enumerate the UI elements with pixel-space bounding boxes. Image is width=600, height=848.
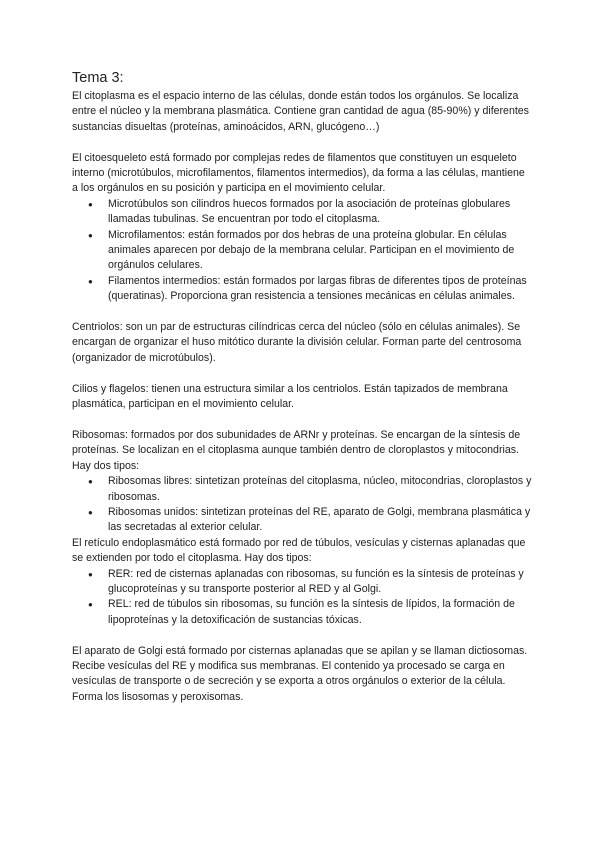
list-ribosomas	[72, 474, 532, 536]
paragraph-reticulo: El retículo endoplasmático está formado por red de túbulos, vesículas y cisternas aplanadas que se extienden por todo el citoplasma. Hay dos tipos:	[72, 536, 526, 565]
list-item: ● Microfilamentos: están formados por dos hebras de una proteína globular. En células animales aparecen por debajo de la membrana celular. Participan en el movimiento de orgánulos celulares.	[108, 228, 532, 274]
paragraph-cilios: Cilios y flagelos: tienen una estructura similar a los centriolos. Están tapizados de membrana plasmática, participan en el movimiento celular.	[72, 382, 508, 411]
list-item: ● Ribosomas libres: sintetizan proteínas del citoplasma, núcleo, mitocondrias, cloroplastos y ribosomas.	[108, 474, 532, 505]
list-item: ● RER: red de cisternas aplanadas con ribosomas, su función es la síntesis de proteínas y glucoproteínas y su transporte posterior al RED y al Golgi.	[108, 567, 532, 598]
list-item: ● Filamentos intermedios: están formados por largas fibras de diferentes tipos de proteínas (queratinas). Proporciona gran resistencia a tensiones mecánicas en células animales.	[108, 274, 532, 305]
paragraph-centriolos: Centriolos: son un par de estructuras cilíndricas cerca del núcleo (sólo en células animales). Se encargan de organizar el huso mitótico durante la división celular. Forman parte del centrosoma (organizador de microtúbulos).	[72, 321, 522, 364]
spacer	[72, 135, 532, 150]
paragraph-citoesqueleto: El citoesqueleto está formado por complejas redes de filamentos que constituyen un esqueleto interno (microtúbulos, microfilamentos, filamentos intermedios), da forma a las células, mantiene a los orgánulos en su posición y participa en el movimiento celular.	[72, 151, 525, 195]
paragraph-citoplasma: El citoplasma es el espacio interno de las células, donde están todos los orgánulos. Se localiza entre el núcleo y la membrana plasmática. Contiene gran cantidad de agua (85-90%) y diferentes sustancias disueltas (proteínas, aminoácidos, ARN, glucógeno…)	[72, 90, 529, 133]
spacer	[72, 305, 532, 320]
paragraph-golgi: El aparato de Golgi está formado por cisternas aplanadas que se apilan y se llaman dictiosomas. Recibe vesículas del RE y modifica sus membranas. El contenido ya procesado se carga en vesículas de transporte o de secreción y se exporta a otros orgánulos o exterior de la célula. Forma los lisosomas y peroxisomas.	[72, 644, 528, 703]
spacer	[72, 412, 532, 427]
list-item: ● Ribosomas unidos: sintetizan proteínas del RE, aparato de Golgi, membrana plasmática y las secretadas al exterior celular.	[108, 505, 532, 536]
list-citoesqueleto	[72, 197, 532, 305]
page-title: Tema 3:	[72, 70, 124, 86]
paragraph-ribosomas: Ribosomas: formados por dos subunidades de ARNr y proteínas. Se encargan de la síntesis de proteínas. Se localizan en el citoplasma aunque también dentro de cloroplastos y mitocondrias. Hay dos tipos:	[72, 428, 521, 472]
spacer	[72, 628, 532, 643]
list-item: ● Microtúbulos son cilindros huecos formados por la asociación de proteínas globulares llamadas tubulinas. Se encuentran por todo el citoplasma.	[108, 197, 532, 228]
list-reticulo	[72, 567, 532, 629]
spacer	[72, 366, 532, 381]
list-item: ● REL: red de túbulos sin ribosomas, su función es la síntesis de lípidos, la formación de lipoproteínas y la detoxificación de sustancias tóxicas.	[108, 597, 532, 628]
document-page	[72, 70, 532, 705]
